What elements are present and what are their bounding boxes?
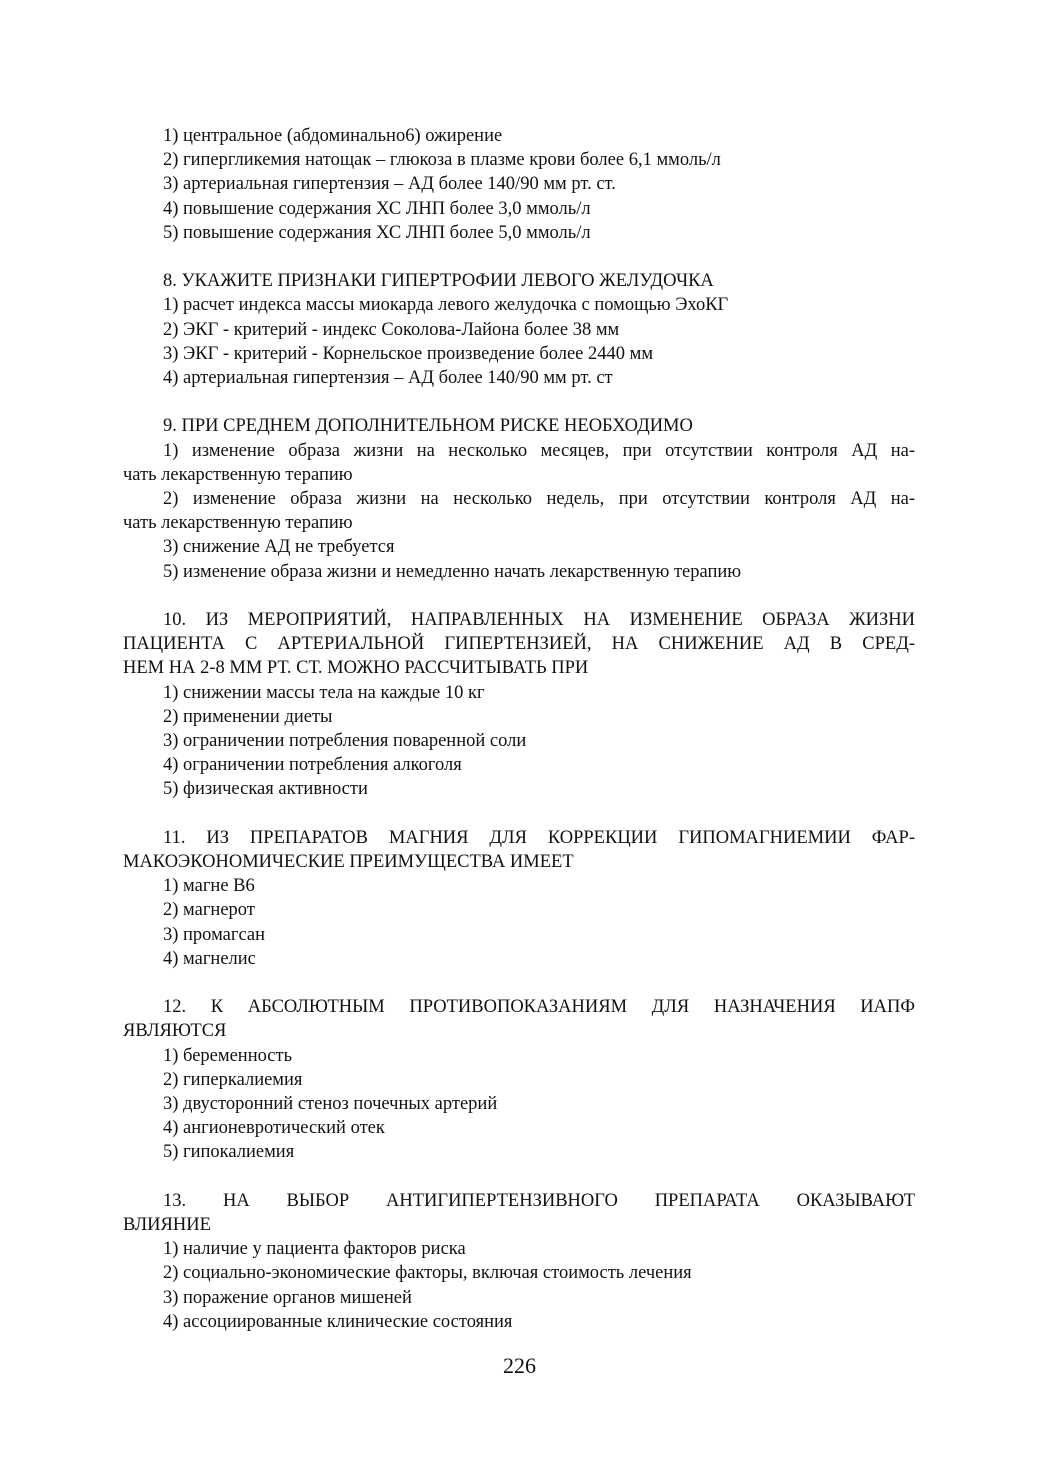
intro-answer-list (123, 124, 915, 245)
answer-option: 3) артериальная гипертензия – АД более 140/90 мм рт. ст. (163, 174, 616, 195)
question-11 (123, 826, 915, 971)
spacer (123, 971, 915, 995)
question-title-continuation: ВЛИЯНИЕ (123, 1215, 211, 1236)
answer-option: 2) изменение образа жизни на несколько недель, при отсутствии контроля АД на- (163, 489, 915, 510)
answer-option: 1) расчет индекса массы миокарда левого желудочка с помощью ЭхоКГ (163, 295, 729, 316)
question-title: 8. УКАЖИТЕ ПРИЗНАКИ ГИПЕРТРОФИИ ЛЕВОГО ЖЕЛУДОЧКА (163, 271, 714, 292)
question-title: 9. ПРИ СРЕДНЕМ ДОПОЛНИТЕЛЬНОМ РИСКЕ НЕОБХОДИМО (163, 416, 693, 437)
answer-option: 4) магнелис (163, 948, 256, 969)
answer-option: 5) повышение содержания ХС ЛНП более 5,0 ммоль/л (163, 222, 591, 243)
question-10 (123, 608, 915, 802)
answer-option: 2) применении диеты (163, 706, 333, 727)
answer-option: 1) центральное (абдоминально6) ожирение (163, 126, 503, 146)
question-9 (123, 414, 915, 583)
answer-option: 1) беременность (163, 1045, 293, 1066)
question-title: 12. К АБСОЛЮТНЫМ ПРОТИВОПОКАЗАНИЯМ ДЛЯ НАЗНАЧЕНИЯ ИАПФ (163, 997, 915, 1018)
page-number: 226 (503, 1353, 536, 1378)
answer-option: 4) ограничении потребления алкоголя (163, 755, 462, 776)
question-title: 11. ИЗ ПРЕПАРАТОВ МАГНИЯ ДЛЯ КОРРЕКЦИИ ГИПОМАГНИЕМИИ ФАР- (163, 827, 915, 848)
spacer (123, 245, 915, 269)
answer-option: 2) магнерот (163, 900, 255, 921)
answer-option: 2) гиперкалиемия (163, 1069, 303, 1090)
question-title-continuation: ПАЦИЕНТА С АРТЕРИАЛЬНОЙ ГИПЕРТЕНЗИЕЙ, НА СНИЖЕНИЕ АД В СРЕД- (123, 634, 915, 655)
question-title-continuation: МАКОЭКОНОМИЧЕСКИЕ ПРЕИМУЩЕСТВА ИМЕЕТ (123, 852, 574, 873)
answer-option: 2) ЭКГ - критерий - индекс Соколова-Лайона более 38 мм (163, 319, 620, 340)
answer-option: 2) гипергликемия натощак – глюкоза в плазме крови более 6,1 ммоль/л (163, 150, 721, 171)
answer-option: 4) ангионевротический отек (163, 1118, 385, 1139)
answer-option-continuation: чать лекарственную терапию (123, 513, 353, 534)
answer-option: 5) гипокалиемия (163, 1142, 295, 1163)
question-title: 10. ИЗ МЕРОПРИЯТИЙ, НАПРАВЛЕННЫХ НА ИЗМЕНЕНИЕ ОБРАЗА ЖИЗНИ (163, 610, 915, 631)
answer-option: 3) промагсан (163, 924, 266, 945)
question-title-continuation: ЯВЛЯЮТСЯ (123, 1021, 227, 1042)
question-title: 13. НА ВЫБОР АНТИГИПЕРТЕНЗИВНОГО ПРЕПАРАТА ОКАЗЫВАЮТ (163, 1190, 915, 1211)
spacer (123, 1165, 915, 1189)
spacer (123, 584, 915, 608)
answer-option: 3) ограничении потребления поваренной соли (163, 731, 527, 752)
page-content (123, 124, 915, 1334)
answer-option: 3) двусторонний стеноз почечных артерий (163, 1094, 498, 1115)
answer-option: 1) магне В6 (163, 876, 255, 897)
spacer (123, 802, 915, 826)
question-8 (123, 269, 915, 390)
answer-option: 2) социально-экономические факторы, включая стоимость лечения (163, 1263, 692, 1284)
question-13 (123, 1189, 915, 1334)
answer-option: 4) артериальная гипертензия – АД более 140/90 мм рт. ст (163, 368, 613, 389)
question-title-continuation: НЕМ НА 2-8 ММ РТ. СТ. МОЖНО РАССЧИТЫВАТЬ ПРИ (123, 658, 589, 679)
answer-option: 4) повышение содержания ХС ЛНП более 3,0 ммоль/л (163, 198, 591, 219)
answer-option-continuation: чать лекарственную терапию (123, 464, 353, 485)
answer-option: 1) изменение образа жизни на несколько месяцев, при отсутствии контроля АД на- (163, 440, 915, 461)
spacer (123, 390, 915, 414)
answer-option: 3) снижение АД не требуется (163, 537, 395, 558)
answer-option: 3) ЭКГ - критерий - Корнельское произведение более 2440 мм (163, 343, 654, 364)
answer-option: 5) физическая активности (163, 779, 368, 800)
answer-option: 4) ассоциированные клинические состояния (163, 1311, 513, 1332)
answer-option: 1) наличие у пациента факторов риска (163, 1239, 466, 1260)
answer-option: 3) поражение органов мишеней (163, 1287, 412, 1308)
question-12 (123, 995, 915, 1164)
answer-option: 5) изменение образа жизни и немедленно начать лекарственную терапию (163, 561, 742, 582)
answer-option: 1) снижении массы тела на каждые 10 кг (163, 682, 485, 703)
